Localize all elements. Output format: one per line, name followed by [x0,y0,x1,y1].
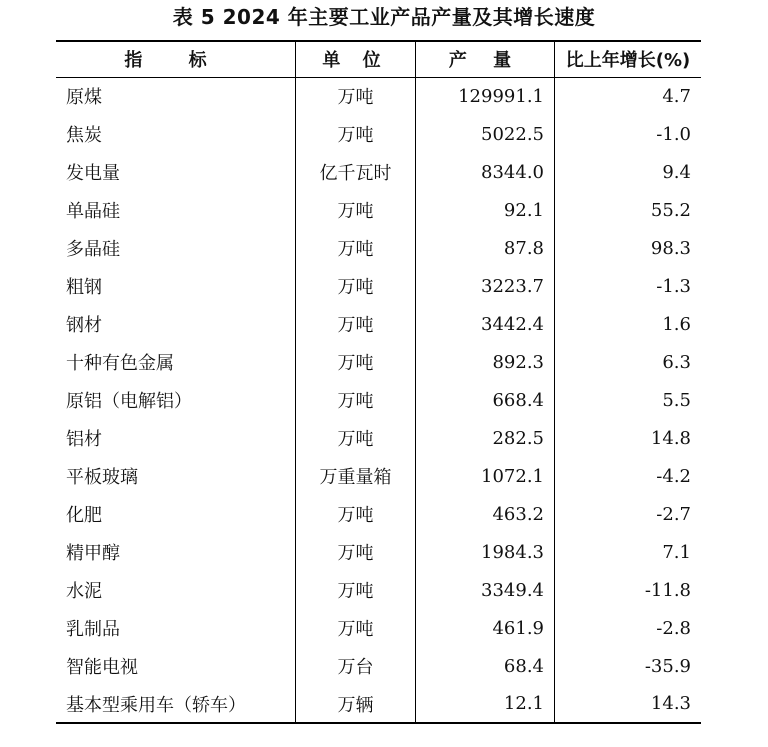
cell-growth: 4.7 [555,77,702,115]
cell-output: 3349.4 [416,571,555,609]
table-row [56,115,701,153]
cell-growth: -2.7 [555,495,702,533]
cell-output: 8344.0 [416,153,555,191]
cell-unit: 万吨 [296,305,416,343]
cell-output: 463.2 [416,495,555,533]
cell-growth: -35.9 [555,647,702,685]
table-row [56,381,701,419]
cell-growth: 5.5 [555,381,702,419]
cell-unit: 万吨 [296,571,416,609]
cell-growth: 7.1 [555,533,702,571]
cell-output: 3223.7 [416,267,555,305]
cell-unit: 万辆 [296,685,416,723]
cell-growth: 6.3 [555,343,702,381]
cell-name: 钢材 [66,315,102,336]
cell-output: 461.9 [416,609,555,647]
table-row [56,647,701,685]
cell-growth: 1.6 [555,305,702,343]
cell-name: 基本型乘用车（轿车） [56,685,296,723]
cell-growth: -2.8 [555,609,702,647]
cell-name: 十种有色金属 [66,353,174,374]
table-row [56,609,701,647]
table-row [56,457,701,495]
cell-name: 平板玻璃 [66,467,138,488]
header-output: 产 量 [416,41,555,77]
cell-name: 单晶硅 [66,201,120,222]
table-row [56,305,701,343]
table-row [56,343,701,381]
cell-name: 乳制品 [66,619,120,640]
table-row [56,533,701,571]
header-growth: 比上年增长(%) [555,41,702,77]
cell-name: 精甲醇 [66,543,120,564]
cell-output: 5022.5 [416,115,555,153]
cell-output: 68.4 [416,647,555,685]
industrial-output-table [56,40,701,724]
table-row [56,229,701,267]
cell-unit: 万吨 [296,419,416,457]
cell-name: 化肥 [66,505,102,526]
cell-output: 129991.1 [416,77,555,115]
cell-growth: 55.2 [555,191,702,229]
cell-output: 1984.3 [416,533,555,571]
cell-unit: 万吨 [296,191,416,229]
table-row [56,77,701,115]
header-row [56,41,701,77]
table-title: 表 5 2024 年主要工业产品产量及其增长速度 [172,5,596,29]
cell-output: 3442.4 [416,305,555,343]
cell-name: 焦炭 [66,125,102,146]
cell-name: 多晶硅 [66,239,120,260]
table-row [56,685,701,723]
cell-growth: 14.3 [555,685,702,723]
cell-unit: 万吨 [296,381,416,419]
cell-unit: 万台 [296,647,416,685]
header-indicator: 指 标 [56,41,296,77]
header-unit: 单 位 [296,41,416,77]
cell-output: 892.3 [416,343,555,381]
table-row [56,191,701,229]
cell-unit: 万吨 [296,115,416,153]
cell-growth: -1.0 [555,115,702,153]
table-row [56,267,701,305]
cell-growth: 9.4 [555,153,702,191]
cell-output: 1072.1 [416,457,555,495]
cell-output: 668.4 [416,381,555,419]
cell-name: 原煤 [66,87,102,109]
cell-name: 水泥 [66,581,102,602]
cell-unit: 万吨 [296,533,416,571]
cell-output: 12.1 [416,685,555,723]
cell-unit: 万吨 [296,267,416,305]
cell-growth: -1.3 [555,267,702,305]
cell-name: 粗钢 [66,277,102,298]
cell-unit: 万重量箱 [296,457,416,495]
cell-unit: 亿千瓦时 [296,153,416,191]
cell-unit: 万吨 [296,229,416,267]
cell-unit: 万吨 [296,609,416,647]
cell-unit: 万吨 [296,343,416,381]
table-row [56,153,701,191]
cell-growth: 98.3 [555,229,702,267]
cell-output: 87.8 [416,229,555,267]
table-row [56,571,701,609]
cell-growth: -4.2 [555,457,702,495]
cell-output: 282.5 [416,419,555,457]
cell-name: 发电量 [66,163,120,184]
cell-unit: 万吨 [296,77,416,115]
cell-growth: -11.8 [555,571,702,609]
cell-unit: 万吨 [296,495,416,533]
cell-output: 92.1 [416,191,555,229]
cell-name: 智能电视 [66,657,138,678]
cell-growth: 14.8 [555,419,702,457]
table-row [56,495,701,533]
cell-name: 原铝（电解铝） [66,391,192,412]
table-row [56,419,701,457]
cell-name: 铝材 [66,429,102,450]
